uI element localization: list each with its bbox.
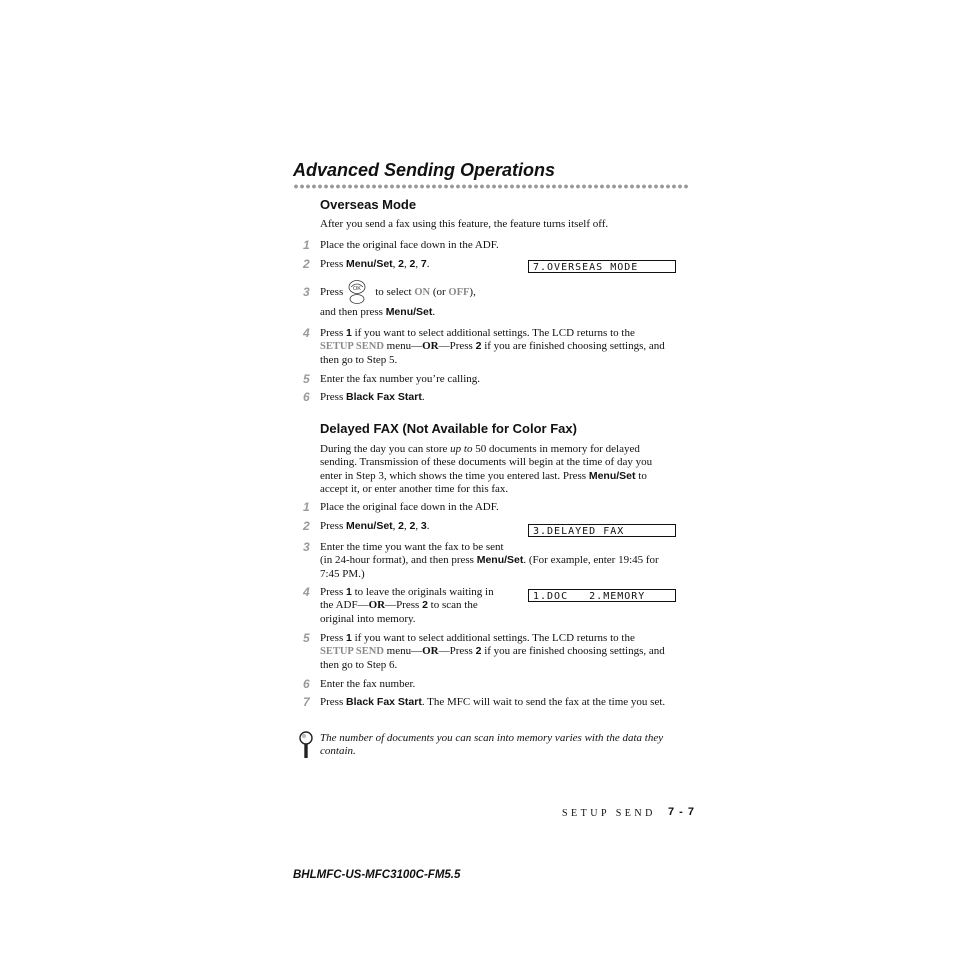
overseas-step-2: Press Menu/Set, 2, 2, 7.: [320, 258, 430, 270]
delayed-step-2: Press Menu/Set, 2, 2, 3.: [320, 520, 430, 532]
overseas-intro: After you send a fax using this feature, the feature turns itself off.: [320, 218, 609, 230]
step-number: 3: [303, 540, 310, 554]
page-number: 7 - 7: [668, 806, 696, 818]
overseas-step-5: Enter the fax number you’re calling.: [320, 373, 481, 385]
delayed-step-3: Enter the time you want the fax to be sent (in 24-hour format), and then press Menu/Set. (For example, enter 19:45 for 7:45 PM.): [320, 541, 659, 580]
overseas-step-6: Press Black Fax Start.: [320, 391, 425, 403]
delayed-step-1: Place the original face down in the ADF.: [320, 501, 499, 513]
step-number: 1: [303, 500, 310, 514]
delayed-heading: Delayed FAX (Not Available for Color Fax): [320, 421, 577, 436]
step-number: 3: [303, 285, 310, 299]
magnifier-note-icon: [298, 730, 314, 760]
delayed-step-6: Enter the fax number.: [320, 678, 416, 690]
step-number: 4: [303, 326, 310, 340]
step-number: 4: [303, 585, 310, 599]
step-number: 6: [303, 390, 310, 404]
step-number: 6: [303, 677, 310, 691]
step-number: 5: [303, 372, 310, 386]
lcd-display: 1.DOC 2.MEMORY: [528, 589, 676, 602]
overseas-step-1: Place the original face down in the ADF.: [320, 239, 499, 251]
overseas-step-3-line2: and then press Menu/Set.: [320, 306, 436, 318]
page-title: Advanced Sending Operations: [293, 160, 556, 180]
step-number: 2: [303, 519, 310, 533]
delayed-step-5: Press 1 if you want to select additional settings. The LCD returns to the SETUP SEND menu—OR—Press 2 if you are finished choosing settings, and then go to Step 6.: [320, 632, 665, 671]
footer-section-name: SETUP SEND: [562, 808, 656, 819]
document-id: BHLMFC-US-MFC3100C-FM5.5: [293, 869, 461, 881]
step-number: 2: [303, 257, 310, 271]
delayed-intro: During the day you can store up to 50 documents in memory for delayed sending. Transmission of these documents will begin at the time of day you enter in Step 3, which shows the time you entered last. Press Menu/Set to accept it, or enter another time for this fax.: [320, 443, 653, 495]
title-dotted-rule: [293, 184, 688, 189]
lcd-display: 7.OVERSEAS MODE: [528, 260, 676, 273]
lcd-display: 3.DELAYED FAX: [528, 524, 676, 537]
overseas-step-4: Press 1 if you want to select additional settings. The LCD returns to the SETUP SEND menu—OR—Press 2 if you are finished choosing settings, and then go to Step 5.: [320, 327, 665, 366]
navigation-key-icon: [347, 279, 367, 305]
note-text: The number of documents you can scan into memory varies with the data they contain.: [320, 732, 664, 758]
step-number: 5: [303, 631, 310, 645]
step-number: 7: [303, 695, 310, 709]
delayed-step-7: Press Black Fax Start. The MFC will wait to send the fax at the time you set.: [320, 696, 666, 708]
svg-text:OK: OK: [353, 286, 361, 292]
overseas-heading: Overseas Mode: [320, 197, 417, 212]
delayed-step-4: Press 1 to leave the originals waiting in the ADF—OR—Press 2 to scan the original into memory.: [320, 586, 494, 625]
step-number: 1: [303, 238, 310, 252]
overseas-step-3: Press to select ON (or OFF),: [320, 286, 476, 298]
